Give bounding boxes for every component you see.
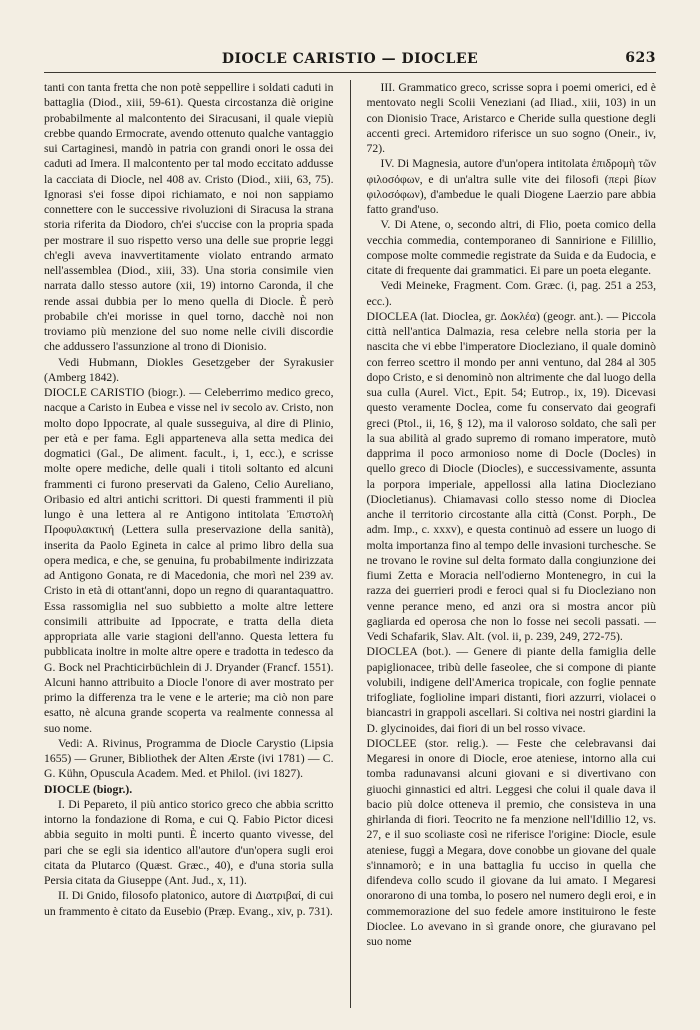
page-number: 623 <box>625 50 656 66</box>
paragraph: III. Grammatico greco, scrisse sopra i poemi omerici, ed è mentovato negli Scolii Veneziani (ad Iliad., xiii, 103) in un con Dionisio Trace, Aristarco e Cheride sulla questione degli accenti greci. Artemidoro riferisce un suo sogno (Oneir., iv, 72). <box>366 81 656 155</box>
paragraph: Vedi: A. Rivinus, Programma de Diocle Carystio (Lipsia 1655) — Gruner, Bibliothek der Alten Ærste (ivi 1781) — C. G. Kühn, Opuscula Academ. Med. et Philol. (ivi 1827). <box>44 736 334 781</box>
entry-dioclee: DIOCLEE (stor. relig.). — Feste che celebravansi dai Megaresi in onore di Diocle, eroe ateniese, intorno alla cui tomba radunavansi alcuni giovani e si divertivano con giuochi ginnastici ed altri. Leggesi che colui il quale dava il bacio più dolce otteneva il premio, che consisteva in una ghirlanda di fiori. Teocrito ne fa menzione nell'Idillio 12, vs. 27, e il suo scoliaste così ne riferisce l'origine: Diocle, esule ateniese, fuggì a Megara, dove conobbe un giovane del quale s'innamorò; e in una battaglia fu ucciso in quella che difendeva collo scudo il giovane da lui amato. I Megaresi onorarono di una tomba, lo posero nel numero degli eroi, e in commemorazione del suo fedele amore instituirono le feste Dioclee. Lo avevano in sì grande onore, che giuravano pel suo nome <box>366 736 656 948</box>
paragraph: IV. Di Magnesia, autore d'un'opera intitolata ἐπιδρομὴ τῶν φιλοσόφων, e di un'altra sulle vite dei filosofi (περὶ βίων φιλοσόφων), d'ambedue le quali Diogene Laerzio pare abbia fatto grand'uso. <box>366 157 656 216</box>
right-column <box>367 80 657 1008</box>
running-title: DIOCLE CARISTIO — DIOCLEE <box>221 51 479 67</box>
paragraph: I. Di Pepareto, il più antico storico greco che abbia scritto intorno la fondazione di Roma, e cui Q. Fabio Pictor dicesi abbia seguito in molti punti. È incerto quanto vivesse, del pari che se egli sia identico all'autore d'un'opera sugli eroi citata da Plutarco (Quæst. Græc., 40), e d'una storia sulla Persia citata da Giuseppe (Ant. Jud., x, 11). <box>44 797 334 887</box>
paragraph: tanti con tanta fretta che non potè seppellire i soldati caduti in battaglia (Diod., xiii, 59-61). Questa circostanza diè origine probabilmente al malcontento dei Siracusani, il quale viepiù crebbe quando Ermocrate, avendo ottenuto qualche vantaggio sui Cartaginesi, mandò in patria con grandi onori le ossa dei caduti ad Imera. Il malcontento per tal modo eccitato addusse la cacciata di Diocle, nel 408 av. Cristo (Diod., xiii, 63, 75). Ignorasi s'ei fosse dipoi richiamato, e noi non sappiamo connettere con le successive rivoluzioni di Siracusa la strana storia riferita da Diodoro, ch'ei s'uccise con la propria spada per mostrare il suo rispetto verso una delle sue proprie leggi ch'egli aveva inavvertitamente violato entrando armato nell'assemblea (Diod., xiii, 33). Una storia consimile vien narrata dallo stesso autore (xii, 19) intorno Caronda, il che rende assai dubbia per lo meno quella di Diocle. È però probabile ch'ei morisse in quel torno, dacchè noi non troviamo più menzione del suo nome nelle civili discordie che addussero l'assunzione al trono di Dionisio. <box>44 81 334 354</box>
paragraph: II. Di Gnido, filosofo platonico, autore di Διατριβαί, di cui un frammento è citato da Eusebio (Præp. Evang., xiv, p. 731). <box>44 889 334 918</box>
entry-dioclea-geogr: DIOCLEA (lat. Dioclea, gr. Δοκλέα) (geogr. ant.). — Piccola città nell'antica Dalmazia, resa celebre nella storia per la nascita che vi ebbe l'imperatore Diocleziano, il quale dominò con ferreo scettro il mondo per anni ventuno, dal 284 al 305 dopo Cristo, e si denominò non altrimente che dal luogo della sua culla (Aurel. Vict., Epit. 54; Eutrop., ix, 19). Dicevasi questo veramente Doclea, come fu conservato dai geografi greci (Ptol., ii, 16, § 12), ma il valoroso soldato, che salì per la sua abilità al grado supremo di romano imperatore, mutò dapprima il poco armonioso nome di Docle (Docles) in quello greco di Diocle (Diocles), e successivamente, assunta la porpora imperiale, appellossi alla latina Diocleziano (Diocletianus). Chiamavasi collo stesso nome di Dioclea anche il territorio circostante alla città (Const. Porph., De adm. Imp., c. xxxv), e questa continuò ad essere un luogo di molta importanza fino al tempo delle invasioni turchesche. Se ne trovano le rovine sul delta formato dalla congiunzione dei fiumi Zetta e Moracia nell'odierno Montenegro, in cui la razza dei guerrieri prodi e feroci qual si fu Diocleziano non venne perance meno, ed anzi ora si mostra ancor più gagliarda ed operosa che non lo fosse nei secoli passati. — Vedi Schafarik, Slav. Alt. (vol. ii, p. 239, 249, 272-75). <box>366 309 656 643</box>
paragraph: V. Di Atene, o, secondo altri, di Flio, poeta comico della vecchia commedia, contemporaneo di Sannirione e Filillio, compose molte commedie registrate da Suida e da Eudocia, e citate di frequente dai grammatici. Ei pare un poeta elegante. <box>366 218 656 277</box>
column-divider <box>350 80 351 1008</box>
page-header <box>44 46 656 73</box>
entry-dioclea-bot: DIOCLEA (bot.). — Genere di piante della famiglia delle papiglionacee, tribù delle faseolee, che si compone di piante volubili, indigene dell'America tropicale, con foglie pennate trifogliate, foglioline impari distanti, fiori azzurri, violacei o biancastri in grappoli ascellari. Si coltiva nei nostri giardini la D. glycinoides, dai fiori di un bel rosso vivace. <box>366 645 656 735</box>
entry-diocle-caristio: DIOCLE CARISTIO (biogr.). — Celeberrimo medico greco, nacque a Caristo in Eubea e visse nel iv secolo av. Cristo, non molto dopo Ippocrate, al quale susseguiva, al dire di Plinio, per età e per fama. Egli apparteneva alla setta medica dei dogmatici (Gal., De aliment. facult., i, 1, ecc.), e scrisse molte opere mediche, delle quali i titoli soltanto ed alcuni frammenti ci furono preservati da Galeno, Celio Aureliano, Oribasio ed altri antichi scrittori. Di questi frammenti il più lungo è una lettera al re Antigono intitolata Ἐπιστολὴ Προφυλακτική (Lettera sulla preservazione della sanità), inserita da Paolo Egineta in calce al primo libro della sua opera medica, e che, se genuina, fu probabilmente indirizzata ad Antigono Gonata, re di Macedonia, che morì nel 239 av. Cristo in età di ottant'anni, dopo un regno di quarantaquattro. Essa rassomiglia nel suo subbietto a molte altre lettere consimili attribuite ad Ippocrate, e tratta della dieta appropriata alle varie stagioni dell'anno. Questa lettera fu pubblicata inoltre in molte altre opere e tradotta in tedesco da G. Bock nel Prachticirbüchlein di J. Dryander (Francf. 1551). Alcuni hanno attribuito a Diocle l'onore di aver mostrato per primo la differenza tra le vene e le arterie; ma ciò non pare esatto, nè alcuna grande scoperta va realmente connessa al suo nome. <box>44 386 334 735</box>
left-column <box>44 80 334 1008</box>
text-columns <box>44 80 656 1008</box>
paragraph: Vedi Hubmann, Diokles Gesetzgeber der Syrakusier (Amberg 1842). <box>44 355 334 384</box>
paragraph: Vedi Meineke, Fragment. Com. Græc. (i, pag. 251 a 253, ecc.). <box>366 279 656 308</box>
entry-diocle: DIOCLE (biogr.). <box>44 782 133 796</box>
